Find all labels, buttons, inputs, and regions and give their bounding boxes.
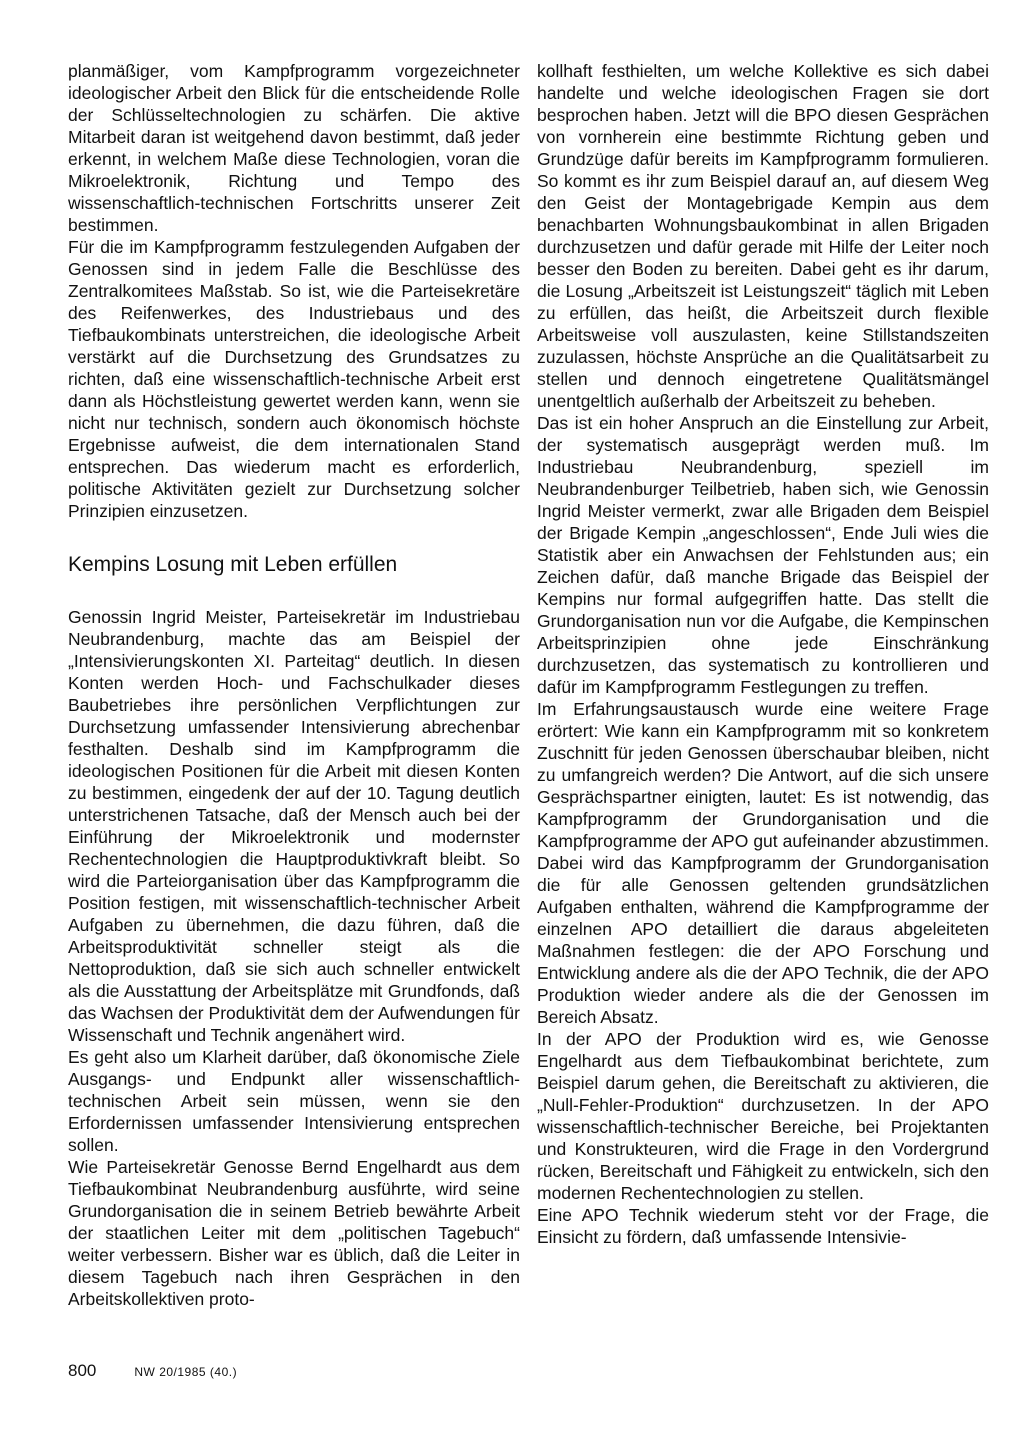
paragraph: Es geht also um Klarheit darüber, daß ökonomische Ziele Ausgangs- und Endpunkt aller wissenschaftlich-technischen Arbeit sein müssen, wenn sie den Erfordernissen umfassender Intensivierung entsprechen sollen. <box>68 1047 520 1155</box>
page-footer <box>68 1362 237 1381</box>
paragraph: Das ist ein hoher Anspruch an die Einstellung zur Arbeit, der systematisch ausgeprägt werden muß. Im Industriebau Neubrandenburg, speziell im Neubrandenburger Teilbetrieb, haben sich, wie Genossin Ingrid Meister vermerkt, zwar alle Brigaden dem Beispiel der Brigade Kempin „angeschlossen“, Ende Juli wies die Statistik aber ein Anwachsen der Fehlstunden aus; ein Zeichen dafür, daß manche Brigade das Beispiel der Kempins nur formal aufgegriffen hatte. Das stellt die Grundorganisation nun vor die Aufgabe, die Kempinschen Arbeitsprinzipien ohne jede Einschränkung durchzusetzen, das systematisch zu kontrollieren und dafür im Kampfprogramm Festlegungen zu treffen. <box>537 413 989 697</box>
paragraph: kollhaft festhielten, um welche Kollektive es sich dabei handelte und welche ideologischen Fragen sie dort besprochen haben. Jetzt will die BPO diesen Gesprächen von vornherein eine bestimmte Richtung geben und Grundzüge dafür bereits im Kampfprogramm formulieren. So kommt es ihr zum Beispiel darauf an, auf diesem Weg den Geist der Montagebrigade Kempin aus dem benachbarten Wohnungsbaukombinat in allen Brigaden durchzusetzen und dafür gerade mit Hilfe der Leiter noch besser den Boden zu bereiten. Dabei geht es ihr darum, die Losung „Arbeitszeit ist Leistungszeit“ täglich mit Leben zu erfüllen, das heißt, die Arbeitszeit durch flexible Arbeitsweise voll auszulasten, keine Stillstandszeiten zuzulassen, höchste Ansprüche an die Qualitätsarbeit zu stellen und dennoch eingetretene Qualitätsmängel unentgeltlich außerhalb der Arbeitszeit zu beheben. <box>537 61 989 411</box>
right-column <box>537 60 989 1248</box>
section-heading: Kempins Losung mit Leben erfüllen <box>68 553 398 576</box>
paragraph: Eine APO Technik wiederum steht vor der Frage, die Einsicht zu fördern, daß umfassende Intensivie- <box>537 1205 989 1247</box>
paragraph: In der APO der Produktion wird es, wie Genosse Engelhardt aus dem Tiefbaukombinat berichtete, zum Beispiel darum gehen, die Bereitschaft zu aktivieren, die „Null-Fehler-Produktion“ durchzusetzen. In der APO wissenschaftlich-technischer Bereiche, bei Projektanten und Konstrukteuren, wird die Frage in den Vordergrund rücken, Bereitschaft und Fähigkeit zu entwickeln, sich den modernen Rechentechnologien zu stellen. <box>537 1029 989 1203</box>
paragraph: Genossin Ingrid Meister, Parteisekretär im Industriebau Neubrandenburg, machte das am Beispiel der „Intensivierungskonten XI. Parteitag“ deutlich. In diesen Konten werden Hoch- und Fachschulkader dieses Baubetriebes ihre persönlichen Verpflichtungen zur Durchsetzung umfassender Intensivierung abrechenbar festhalten. Deshalb sind im Kampfprogramm die ideologischen Positionen für die Arbeit mit diesen Konten zu bestimmen, eingedenk der auf der 10. Tagung deutlich unterstrichenen Tatsache, daß der Mensch auch bei der Einführung der Mikroelektronik und modernster Rechentechnologien die Hauptproduktivkraft bleibt. So wird die Parteiorganisation über das Kampfprogramm die Position festigen, mit wissenschaftlich-technischer Arbeit Aufgaben zu übernehmen, die dazu führen, daß die Arbeitsproduktivität schneller steigt als die Nettoproduktion, daß sie sich auch schneller entwickelt als die Ausstattung der Arbeitsplätze mit Grundfonds, daß das Wachsen der Produktivität dem der Aufwendungen für Wissenschaft und Technik angenähert wird. <box>68 607 520 1045</box>
paragraph: planmäßiger, vom Kampfprogramm vorgezeichneter ideologischer Arbeit den Blick für die entscheidende Rolle der Schlüsseltechnologien zu schärfen. Die aktive Mitarbeit daran ist weitgehend davon bestimmt, daß jeder erkennt, in welchem Maße diese Technologien, voran die Mikroelektronik, Richtung und Tempo des wissenschaftlich-technischen Fortschritts unserer Zeit bestimmen. <box>68 61 520 235</box>
page-number: 800 <box>68 1361 97 1380</box>
issue-reference: NW 20/1985 (40.) <box>134 1365 238 1379</box>
paragraph: Wie Parteisekretär Genosse Bernd Engelhardt aus dem Tiefbaukombinat Neubrandenburg ausführte, wird seine Grundorganisation die in seinem Betrieb bewährte Arbeit der staatlichen Leiter mit dem „politischen Tagebuch“ weiter verbessern. Bisher war es üblich, daß die Leiter in diesem Tagebuch nach ihren Gesprächen in den Arbeitskollektiven proto- <box>68 1157 520 1309</box>
paragraph: Für die im Kampfprogramm festzulegenden Aufgaben der Genossen sind in jedem Falle die Beschlüsse des Zentralkomitees Maßstab. So ist, wie die Parteisekretäre des Reifenwerkes, des Industriebaus und des Tiefbaukombinats unterstreichen, die ideologische Arbeit verstärkt auf die Durchsetzung des Grundsatzes zu richten, daß eine wissenschaftlich-technische Arbeit erst dann als Höchstleistung gewertet werden kann, wenn sie nicht nur technisch, sondern auch ökonomisch höchste Ergebnisse aufweist, die dem internationalen Stand entsprechen. Das wiederum macht es erforderlich, politische Aktivitäten gezielt zur Durchsetzung solcher Prinzipien einzusetzen. <box>68 237 520 521</box>
left-column <box>68 60 520 1310</box>
paragraph: Im Erfahrungsaustausch wurde eine weitere Frage erörtert: Wie kann ein Kampfprogramm mit so konkretem Zuschnitt für jeden Genossen überschaubar bleiben, nicht zu umfangreich werden? Die Antwort, auf die sich unsere Gesprächspartner einigten, lautet: Es ist notwendig, das Kampfprogramm der Grundorganisation und die Kampfprogramme der APO gut aufeinander abzustimmen. Dabei wird das Kampfprogramm der Grundorganisation die für alle Genossen geltenden grundsätzlichen Aufgaben enthalten, während die Kampfprogramme der einzelnen APO detailliert die daraus abgeleiteten Maßnahmen festlegen: die der APO Forschung und Entwicklung andere als die der APO Technik, die der APO Produktion wieder andere als die der Genossen im Bereich Absatz. <box>537 699 989 1027</box>
